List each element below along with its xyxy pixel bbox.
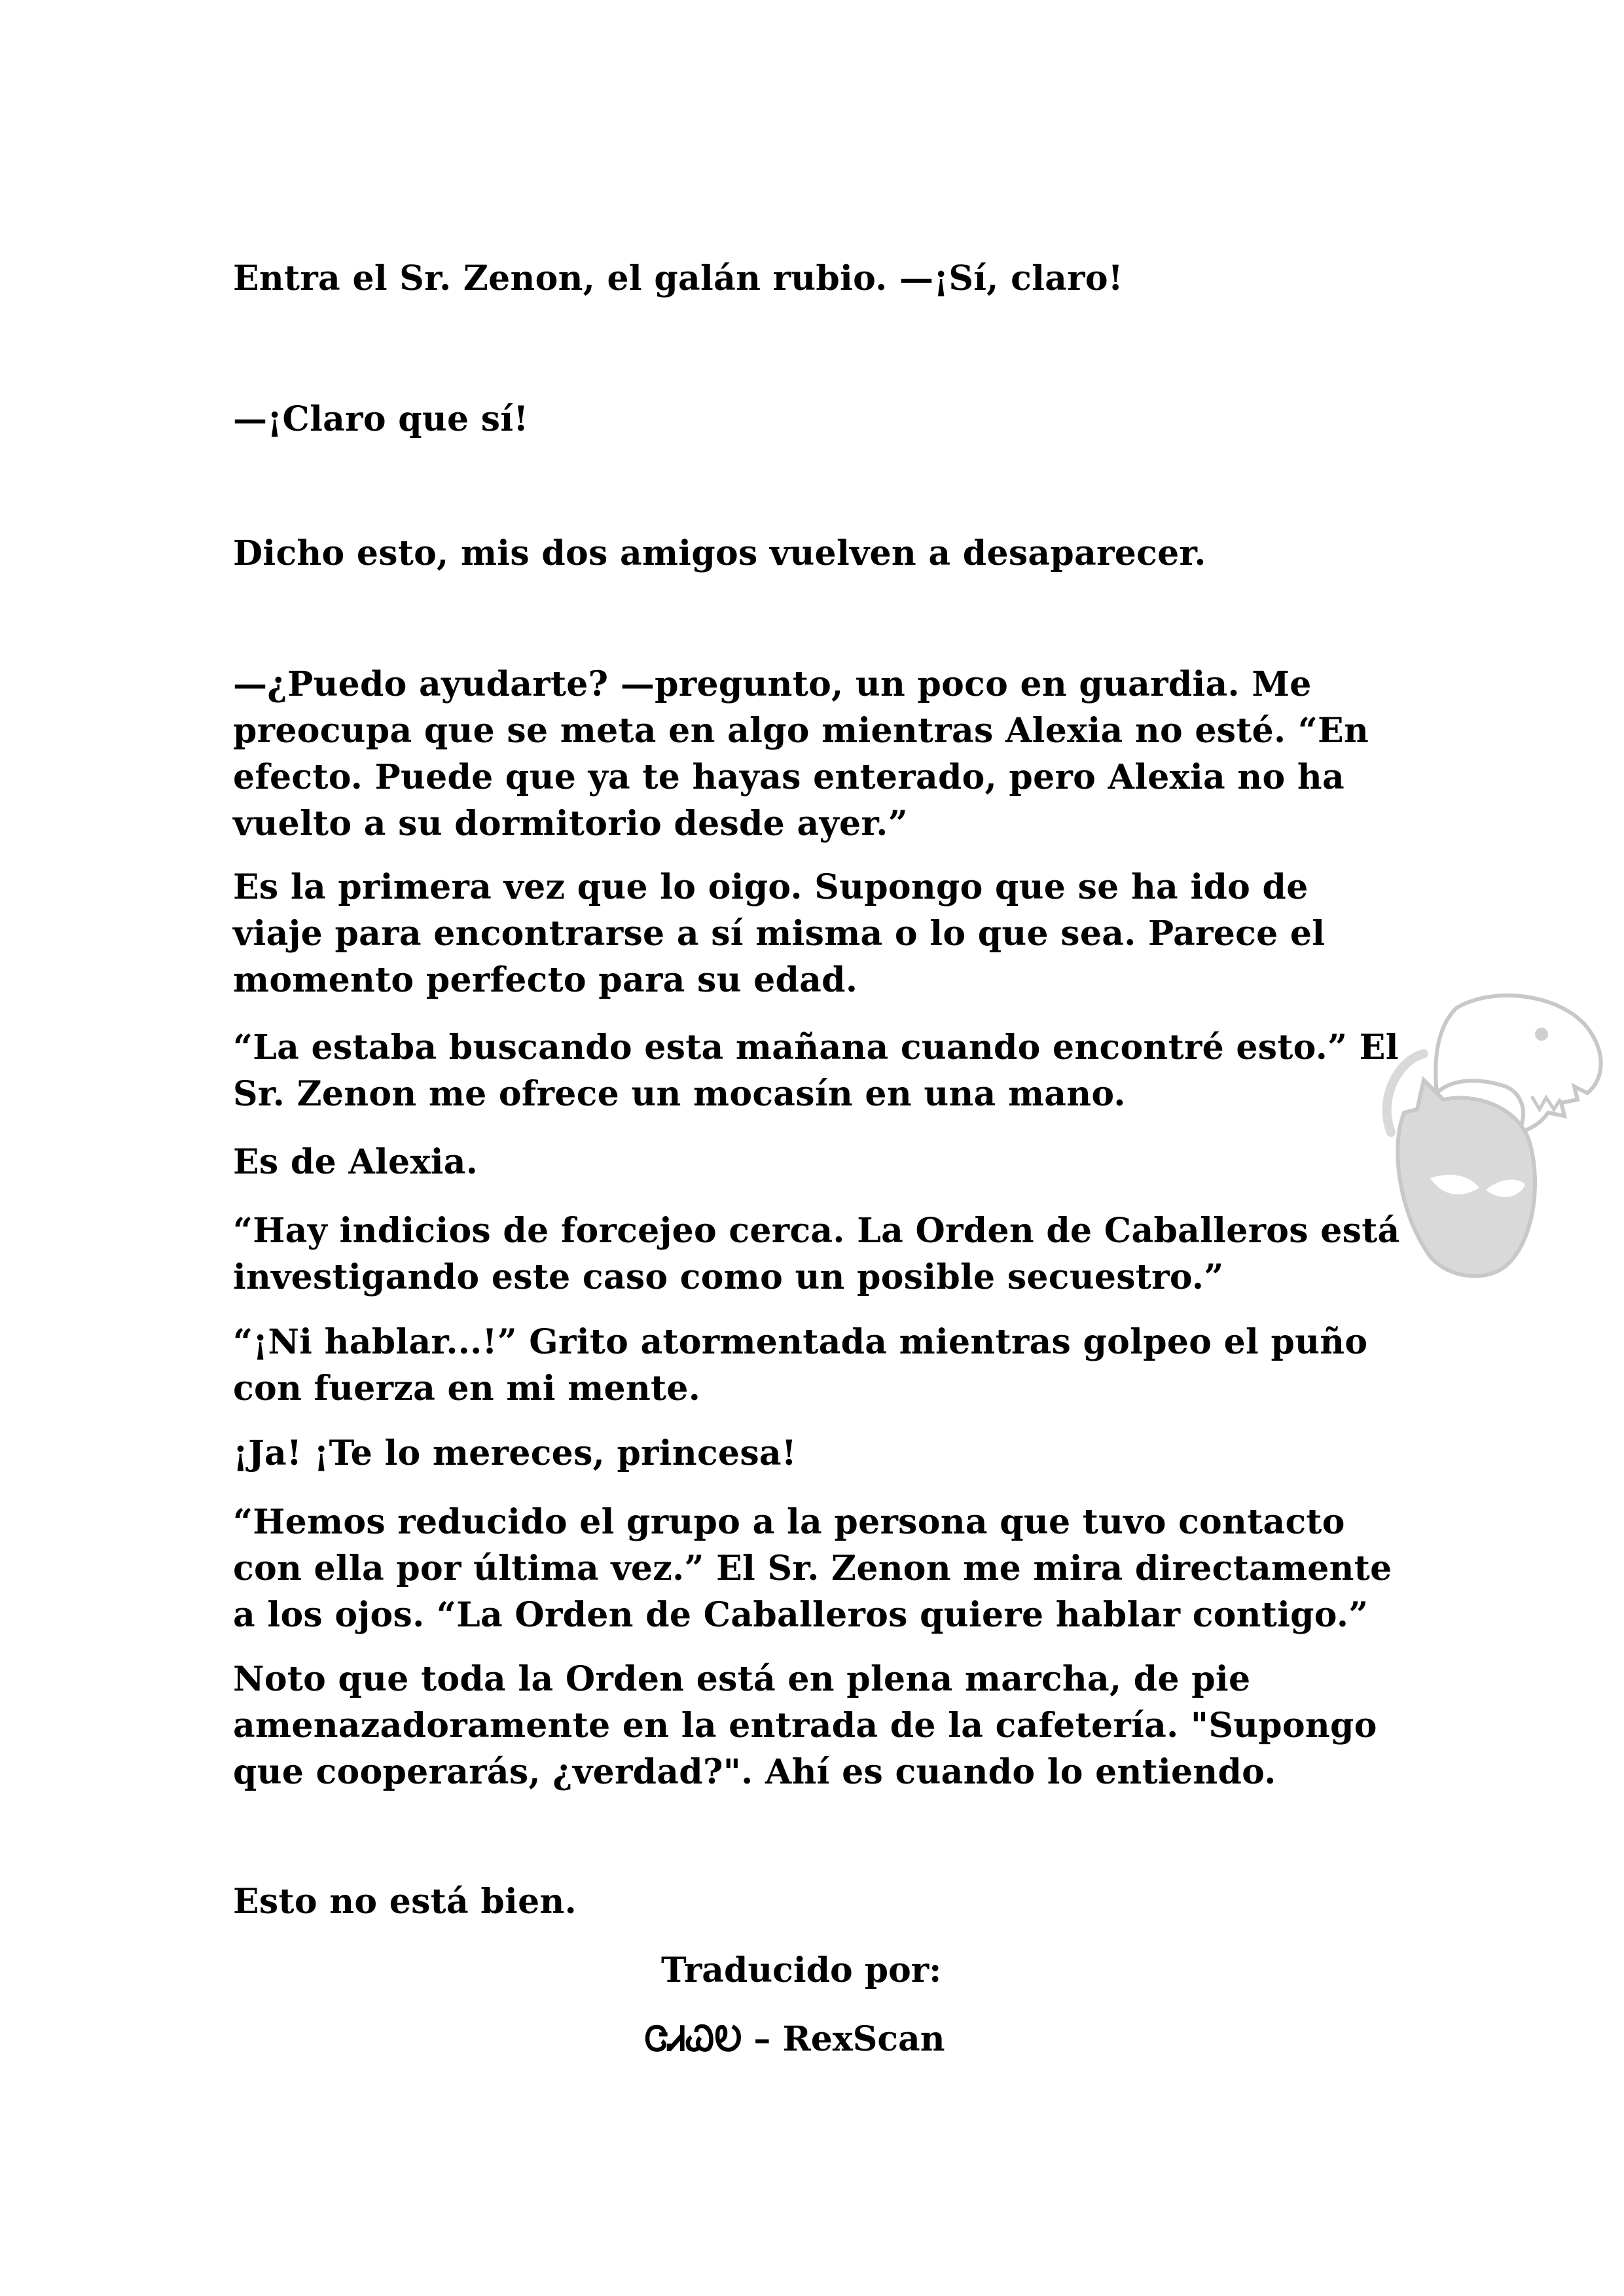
dinosaur-mask-logo-icon	[1378, 982, 1614, 1283]
paragraph: —¿Puedo ayudarte? —pregunto, un poco en guardia. Me preocupa que se meta en algo mientras Alexia no esté. “En efecto. Puede que ya te hayas enterado, pero Alexia no ha vuelto a su dormitorio desde ayer.”	[233, 664, 1369, 844]
paragraph: ¡Ja! ¡Te lo mereces, princesa!	[233, 1433, 797, 1473]
paragraph: “Hay indicios de forcejeo cerca. La Orden de Caballeros está investigando este caso como un posible secuestro.”	[233, 1211, 1400, 1297]
paragraph: “Hemos reducido el grupo a la persona que tuvo contacto con ella por última vez.” El Sr. Zenon me mira directamente a los ojos. “La Orden de Caballeros quiere hablar contigo.”	[233, 1502, 1392, 1635]
paragraph: “¡Ni hablar...!” Grito atormentada mientras golpeo el puño con fuerza en mi mente.	[233, 1322, 1368, 1408]
paragraph: Noto que toda la Orden está en plena marcha, de pie amenazadoramente en la entrada de la cafetería. "Supongo que cooperarás, ¿verdad?". Ahí es cuando lo entiendo.	[233, 1659, 1377, 1792]
paragraph: Es de Alexia.	[233, 1142, 478, 1182]
paragraph: Esto no está bien.	[233, 1882, 577, 1922]
paragraph: Es la primera vez que lo oigo. Supongo que se ha ido de viaje para encontrarse a sí misma o lo que sea. Parece el momento perfecto para su edad.	[233, 867, 1326, 1000]
credits-label: Traducido por:	[661, 1950, 942, 1990]
paragraph: Dicho esto, mis dos amigos vuelven a desaparecer.	[233, 533, 1206, 573]
paragraph: “La estaba buscando esta mañana cuando encontré esto.” El Sr. Zenon me ofrece un mocasín en una mano.	[233, 1028, 1399, 1114]
paragraph: —¡Claro que sí!	[233, 399, 529, 439]
credits-translator: ᏣᏗᏇᎧ – RexScan	[645, 2019, 945, 2059]
paragraph: Entra el Sr. Zenon, el galán rubio. —¡Sí, claro!	[233, 259, 1123, 298]
